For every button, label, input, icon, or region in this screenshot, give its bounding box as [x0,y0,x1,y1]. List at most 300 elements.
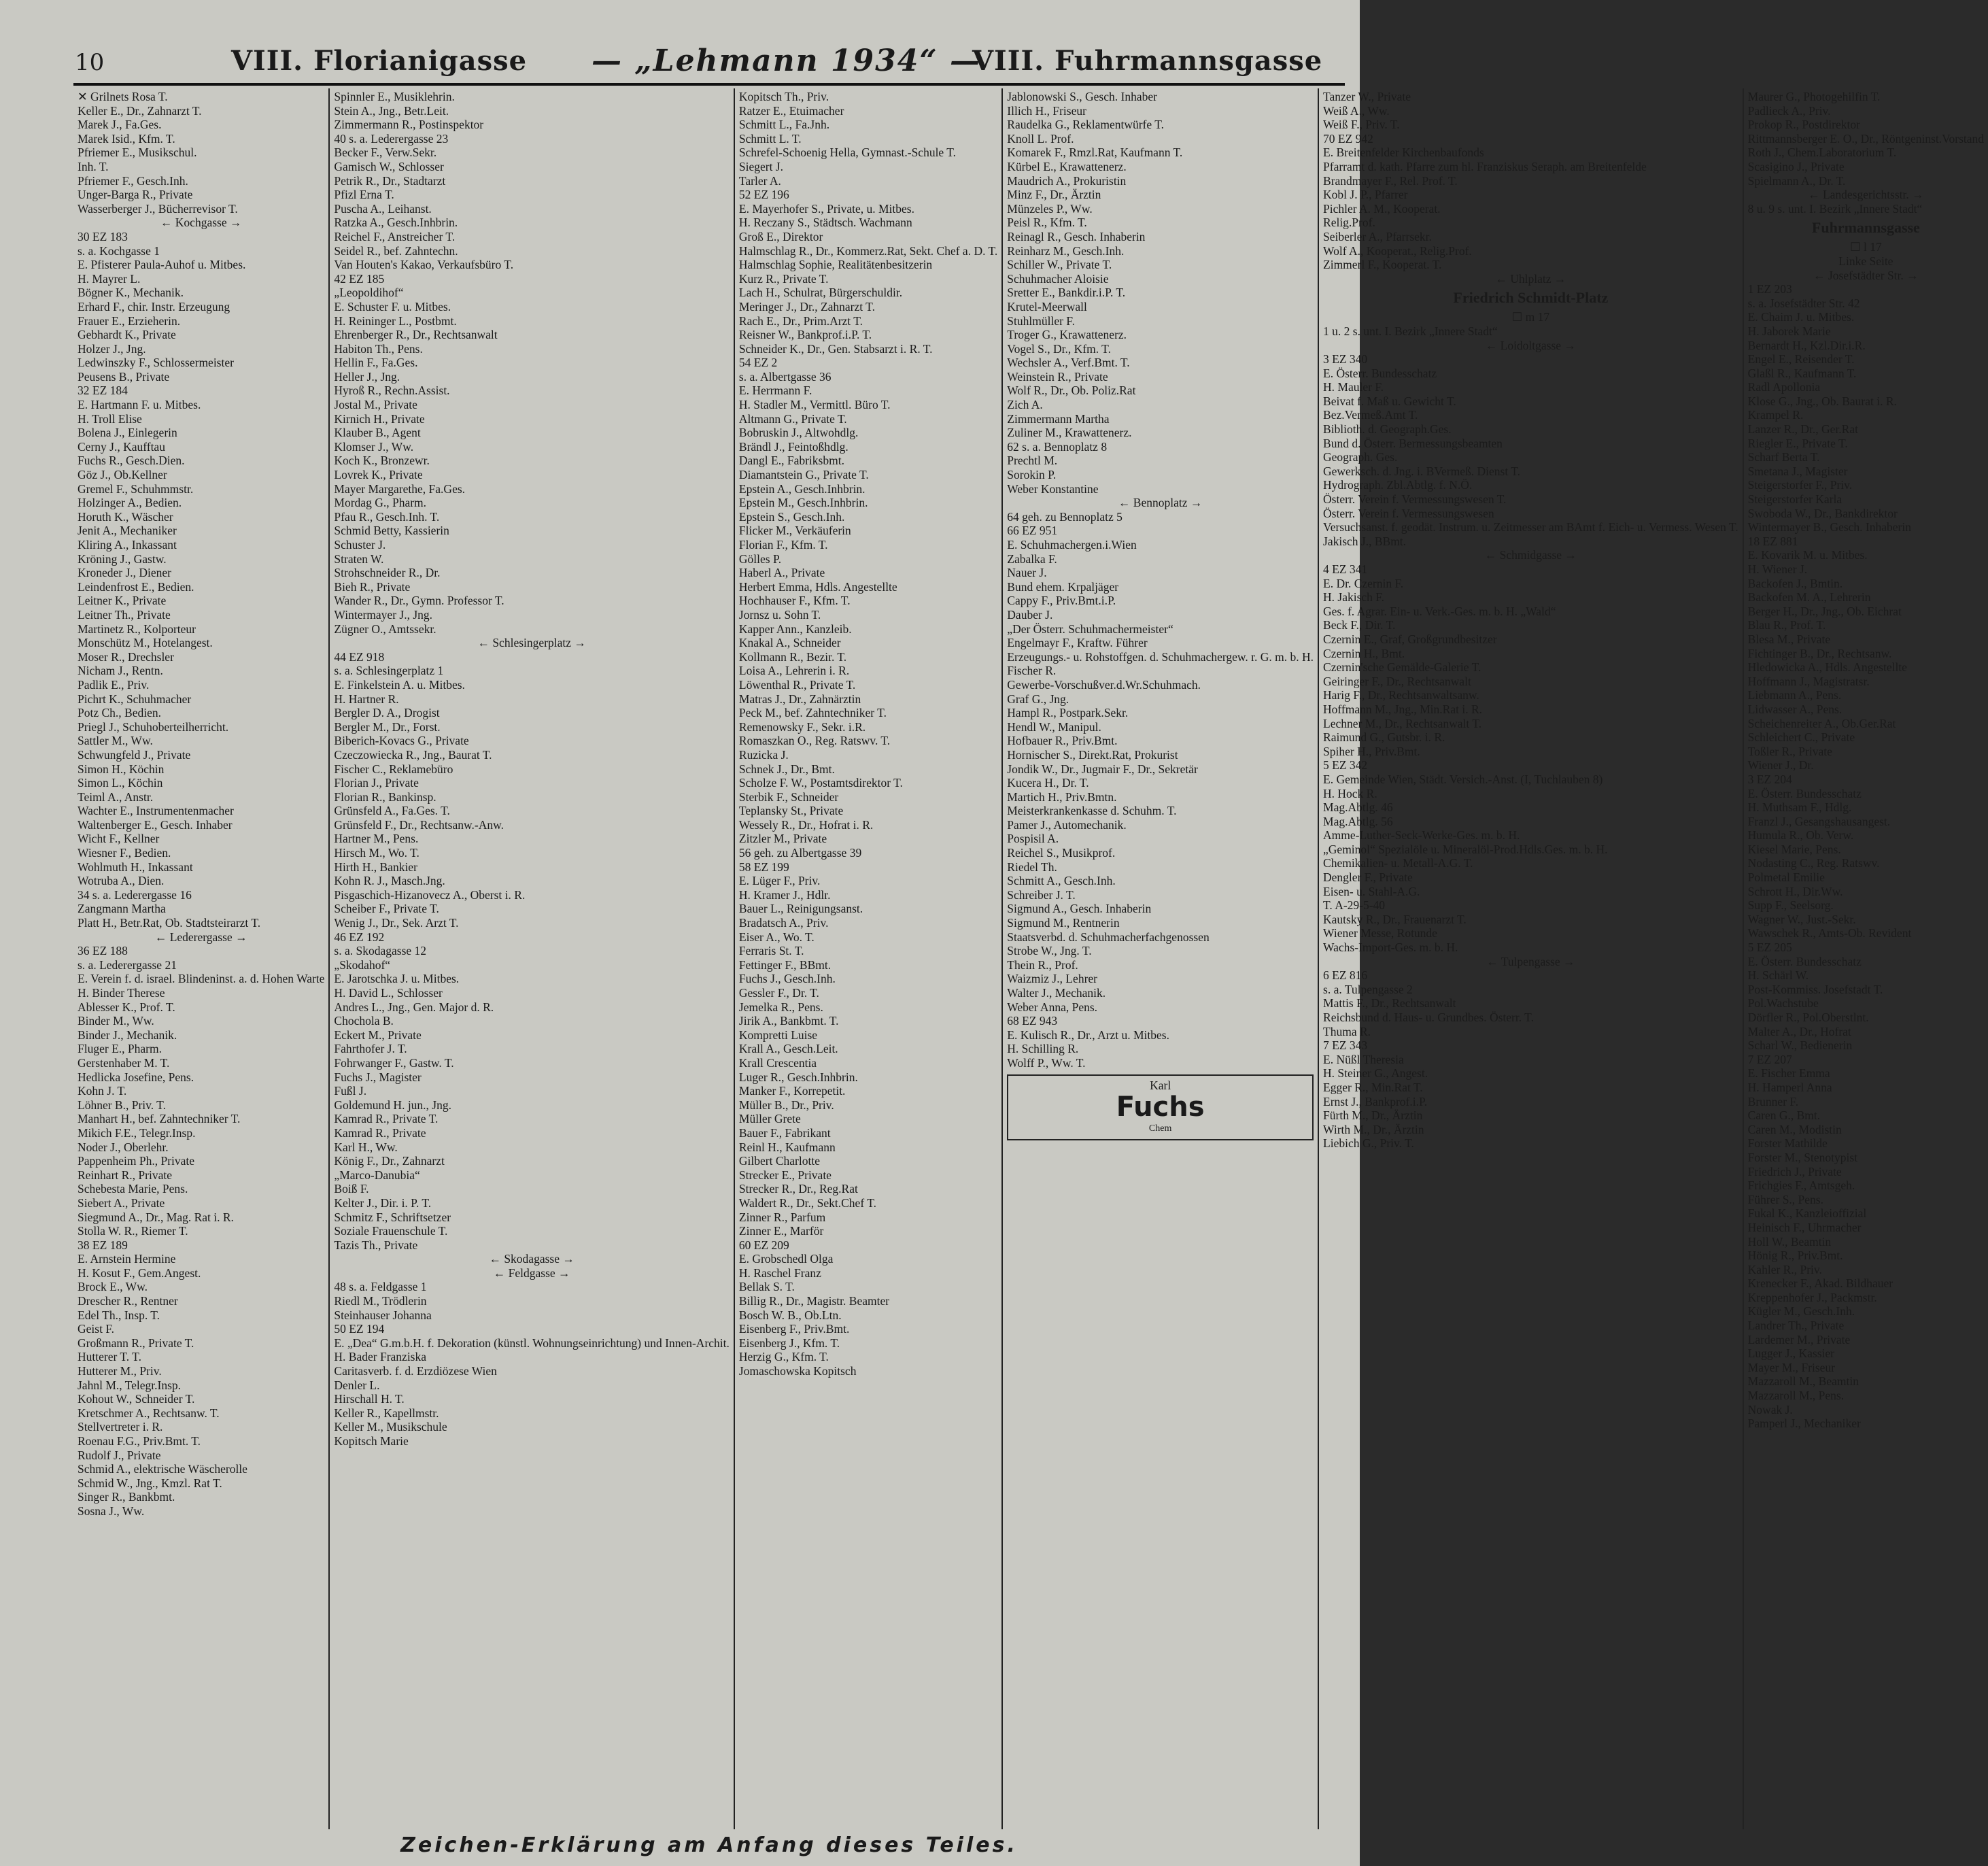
directory-line: Ferraris St. T. [738,944,804,958]
directory-line: Herbert Emma, Hdls. Angestellte [738,579,897,594]
directory-line: Österr. Verein f. Vermessungswesen T. [1323,492,1507,507]
directory-line: Erhard F., chir. Instr. Erzeugung [78,299,230,313]
directory-line: Leindenfrost E., Bedien. [78,579,194,594]
directory-line: Schneider K., Dr., Gen. Stabsarzt i. R. T. [738,341,933,356]
page-number: 10 [75,49,105,76]
directory-line: Florian J., Private [334,776,419,790]
directory-line: Bögner K., Mechanik. [78,286,184,300]
directory-line: Edel Th., Insp. T. [78,1308,160,1322]
directory-line: Ruzicka J. [738,747,789,762]
directory-line: „Geminol“ Spezialöle u. Mineralöl-Prod.Hdls.Ges. m. b. H. [1323,842,1608,856]
directory-line: Frauer E., Erzieherin. [78,313,181,328]
directory-line: Hedlicka Josefine, Pens. [78,1070,194,1084]
directory-line: E. Österr. Bundesschatz [1747,786,1862,800]
directory-line: Siebert A., Private [78,1195,165,1210]
directory-line: Padlik E., Priv. [78,677,150,692]
directory-line: Nauer J. [1007,566,1047,580]
ad-top-text: Karl [1150,1078,1171,1092]
directory-line: Stein A., Jng., Betr.Leit. [334,103,449,118]
directory-line: 36 EZ 188 [78,944,128,958]
directory-line: Reinharz M., Gesch.Inh. [1007,243,1125,258]
directory-line: Zabalka F. [1007,552,1057,566]
directory-line: Steigerstorfer F., Priv. [1747,478,1853,492]
directory-line: Post-Kommiss. Josefstadt T. [1747,982,1883,996]
directory-line: Epstein S., Gesch.Inh. [738,509,845,524]
directory-line: Diamantstein G., Private T. [738,468,869,482]
directory-line: Linke Seite [1838,254,1893,268]
directory-line: Kapper Ann., Kanzleib. [738,622,852,636]
directory-line: Pichrt K., Schuhmacher [78,692,192,706]
directory-line: H. Bader Franziska [334,1350,427,1364]
directory-line: Hutterer M., Priv. [78,1364,162,1378]
directory-line: Eisen- u. Stahl-A.G. [1323,884,1420,898]
directory-line: Holzer J., Jng. [78,341,146,356]
directory-line: Riegler E., Private T. [1747,436,1848,450]
directory-line: Knakal A., Schneider [738,636,841,650]
directory-line: Schiller W., Private T. [1007,258,1112,272]
directory-line: Großmann R., Private T. [78,1336,194,1350]
directory-line: 46 EZ 192 [334,930,385,944]
directory-line: E. Arnstein Hermine [78,1252,176,1266]
directory-line: Tanzer W., Private [1323,90,1411,103]
directory-line: Hönig R., Priv.Bmt. [1747,1249,1843,1263]
directory-line: Horuth K., Wäscher [78,509,173,524]
directory-line: Eisenberg J., Kfm. T. [738,1336,840,1350]
directory-line: Swoboda W., Dr., Bankdirektor [1747,506,1898,520]
directory-line: „Leopoldihof“ [334,286,404,300]
directory-line: H. Binder Therese [78,986,165,1000]
directory-line: Österr. Verein f. Vermessungswesen [1323,506,1494,520]
directory-line: Schuster J. [334,538,386,552]
directory-line: Jirik A., Bankbmt. T. [738,1014,839,1028]
directory-line: H. Kramer J., Hdlr. [738,887,831,902]
directory-line: Wiesner F., Bedien. [78,846,171,860]
directory-line: Friedrich J., Private [1747,1164,1842,1178]
directory-line: Scasigino J., Private [1747,159,1845,173]
directory-line: Wolf A., Kooperat., Relig.Prof. [1323,243,1472,258]
directory-line: Scharf Berta T. [1747,450,1820,464]
directory-line: Pol.Wachstube [1747,996,1819,1011]
advertisement-box [1007,1074,1314,1140]
directory-line: Sigmund A., Gesch. Inhaberin [1007,902,1152,916]
directory-line: Nodasting C., Reg. Ratswv. [1747,856,1880,870]
directory-line: Führer S., Pens. [1747,1192,1823,1206]
directory-line: 5 EZ 342 [1323,758,1368,773]
directory-line: Reinagl R., Gesch. Inhaberin [1007,229,1146,243]
directory-line: H. Raschel Franz [738,1266,821,1280]
directory-line: H. Mauler F. [1323,380,1384,394]
directory-line: Jenit A., Mechaniker [78,524,177,538]
directory-line: ← Josefstädter Str. → [1813,268,1919,282]
directory-line: E. Österr. Bundesschatz [1747,954,1862,968]
directory-line: Rach E., Dr., Prim.Arzt T. [738,313,863,328]
directory-line: Halmschlag R., Dr., Kommerz.Rat, Sekt. Chef a. D. T. [738,243,998,258]
directory-line: Mayer M., Friseur [1747,1360,1835,1374]
directory-line: Lechner M., Dr., Rechtsanwalt T. [1323,716,1482,730]
directory-line: Peisl R., Kfm. T. [1007,216,1087,230]
directory-line: Pichler A. M., Kooperat. [1323,201,1441,216]
directory-line: Hellin F., Fa.Ges. [334,356,418,370]
directory-line: Mag.Abtlg. 56 [1323,814,1393,828]
ad-name: Fuchs [1116,1091,1205,1123]
directory-line: ← Uhlplatz → [1495,271,1566,286]
header-right-title: VIII. Fuhrmannsgasse [972,45,1323,77]
directory-line: Eisenberg F., Priv.Bmt. [738,1322,850,1336]
ad-tail-text: Chem [1148,1123,1172,1134]
directory-line: Wachter E., Instrumentenmacher [78,804,234,818]
directory-line: H. Reininger L., Postbmt. [334,313,457,328]
directory-line: Czernin'sche Gemälde-Galerie T. [1323,660,1481,675]
page-header [68,42,1346,80]
directory-line: Walter J., Mechanik. [1007,986,1106,1000]
directory-line: Wasserberger J., Bücherrevisor T. [78,201,238,216]
directory-line: Kroneder J., Diener [78,566,172,580]
directory-line: Minz F., Dr., Ärztin [1007,188,1101,202]
directory-line: Halmschlag Sophie, Realitätenbesitzerin [738,258,933,272]
directory-line: Brunner F. [1747,1094,1799,1108]
directory-line: Priegl J., Schuhoberteilherricht. [78,719,229,734]
directory-line: Geist F. [78,1322,115,1336]
directory-line: Spielmann A., Dr. T. [1747,173,1846,188]
directory-line: Jakisch J., BBmt. [1323,534,1407,548]
directory-line: ✕ Grilnets Rosa T. [78,90,168,103]
directory-line: Kurz R., Private T. [738,271,829,286]
directory-line: Fuchs R., Gesch.Dien. [78,454,185,468]
directory-line: Soziale Frauenschule T. [334,1224,448,1238]
directory-line: Knoll L. Prof. [1007,131,1074,146]
directory-line: Strecker R., Dr., Reg.Rat [738,1182,858,1196]
directory-line: Kiesel Marie, Pens. [1747,842,1841,856]
directory-line: Weber Konstantine [1007,481,1099,496]
directory-line: Erzeugungs.- u. Rohstoffgen. d. Schuhmachergew. r. G. m. b. H. [1007,649,1314,664]
directory-line: Fluger E., Pharm. [78,1042,162,1056]
directory-line: Schmitz F., Schriftsetzer [334,1210,451,1224]
page-footer: Zeichen-Erklärung am Anfang dieses Teiles. [400,1833,1018,1857]
directory-line: Waizmiz J., Lehrer [1007,972,1097,986]
directory-line: Kretschmer A., Rechtsanw. T. [78,1406,220,1420]
directory-line: Rudolf J., Private [78,1448,161,1462]
directory-line: Engelmayr F., Kraftw. Führer [1007,636,1148,650]
directory-line: Hochhauser F., Kfm. T. [738,594,851,608]
directory-line: Tazis Th., Private [334,1238,418,1252]
directory-line: Schleichert C., Private [1747,730,1855,745]
header-rule [73,83,1345,86]
directory-line: Kollmann R., Bezir. T. [738,649,847,664]
directory-line: Supp F., Seelsorg. [1747,898,1834,913]
directory-line: Caritasverb. f. d. Erzdiözese Wien [334,1364,497,1378]
directory-line: Smetana J., Magister [1747,464,1848,478]
directory-line: Brändl J., Feintoßhdlg. [738,439,849,454]
directory-line: Bolena J., Einlegerin [78,426,177,440]
directory-line: Mazzaroll M., Pens. [1747,1389,1845,1403]
directory-line: Hendl W., Manipul. [1007,719,1101,734]
directory-line: Riedel Th. [1007,860,1057,874]
directory-line: Monschütz M., Hotelangest. [78,636,213,650]
directory-line: Harig F., Dr., Rechtsanwaltsanw. [1323,688,1479,702]
directory-line: Wohlmuth H., Inkassant [78,860,193,874]
directory-line: E. Fischer Emma [1747,1066,1830,1081]
directory-line: Stolla W. R., Riemer T. [78,1224,188,1238]
directory-line: Stellvertreter i. R. [78,1420,163,1434]
directory-line: Bobruskin J., Altwohdlg. [738,426,859,440]
directory-line: Radl Apollonia [1747,380,1821,394]
directory-line: E. Schuhmachergen.i.Wien [1007,538,1137,552]
directory-line: Simon L., Köchin [78,776,163,790]
directory-line: Wirth M., Dr., Ärztin [1323,1122,1424,1136]
directory-line: Peusens B., Private [78,369,170,384]
directory-line: E. Herrmann F. [738,384,812,398]
directory-line: Löhner B., Priv. T. [78,1098,166,1112]
directory-line: Kahler R., Priv. [1747,1262,1822,1276]
directory-line: Pfizl Erna T. [334,188,394,202]
directory-line: Siegert J. [738,159,784,173]
directory-line: Kamrad R., Private T. [334,1112,439,1126]
directory-line: Bernardt H., Kzl.Dir.i.R. [1747,338,1866,352]
directory-line: Altmann G., Private T. [738,411,847,426]
directory-line: Gölles P. [738,552,782,566]
directory-line: Fukal K., Kanzleioffizial [1747,1206,1867,1221]
directory-line: H. Wiener J. [1747,562,1808,576]
directory-line: 1 u. 2 s. unt. I. Bezirk „Innere Stadt“ [1323,324,1498,338]
directory-line: Dangl E., Fabriksbmt. [738,454,844,468]
directory-line: Steigerstorfer Karla [1747,492,1843,507]
directory-line: Scharl W., Bedienerin [1747,1038,1853,1053]
directory-line: Gremel F., Schuhmmstr. [78,481,194,496]
directory-line: Sorokin P. [1007,468,1057,482]
directory-line: 48 s. a. Feldgasse 1 [334,1280,427,1294]
directory-line: Gerstenhaber M. T. [78,1055,170,1070]
directory-line: Moser R., Drechsler [78,649,174,664]
directory-line: Thein R., Prof. [1007,957,1078,972]
directory-line: Vogel S., Dr., Kfm. T. [1007,341,1111,356]
directory-line: Münzeles P., Ww. [1007,201,1093,216]
directory-line: Jablonowski S., Gesch. Inhaber [1007,90,1157,103]
directory-line: Weinstein R., Private [1007,369,1108,384]
directory-line: 60 EZ 209 [738,1238,789,1252]
directory-line: Rittmannsberger E. O., Dr., Röntgeninst.Vorstand [1747,131,1985,146]
directory-line: Epstein M., Gesch.Inhbrin. [738,496,868,510]
directory-line: E. Finkelstein A. u. Mitbes. [334,677,465,692]
directory-line: Holl W., Beamtin [1747,1234,1832,1249]
directory-line: Remenowsky F., Sekr. i.R. [738,719,866,734]
directory-line: Liebich G., Priv. T. [1323,1136,1414,1151]
directory-line: Nicham J., Rentn. [78,664,163,678]
directory-line: Ablesser K., Prof. T. [78,1000,175,1014]
column-5 [1319,88,1744,1829]
directory-line: H. David L., Schlosser [334,986,443,1000]
directory-line: Kohn J. T. [78,1084,127,1098]
directory-line: Schmid Betty, Kassierin [334,524,449,538]
directory-line: Mazzaroll M., Beamtin [1747,1374,1859,1389]
directory-line: Ehrenberger R., Dr., Rechtsanwalt [334,328,498,342]
directory-line: Caren G., Bmt. [1747,1108,1821,1123]
directory-line: Caren M., Modistin [1747,1122,1842,1136]
directory-line: Unger-Barga R., Private [78,188,193,202]
directory-line: Kohout W., Schneider T. [78,1392,195,1406]
directory-line: Habiton Th., Pens. [334,341,423,356]
directory-line: Boiß F. [334,1182,369,1196]
directory-line: Kucera H., Dr. T. [1007,776,1089,790]
directory-line: Zimmerl F., Kooperat. T. [1323,258,1442,272]
directory-line: Weiß F., Priv. T. [1323,118,1400,132]
directory-line: Biblioth. d. Geograph.Ges. [1323,422,1452,437]
directory-line: Göz J., Ob.Kellner [78,468,167,482]
directory-line: ← Landesgerichtsstr. → [1808,188,1924,202]
directory-line: E. Mayerhofer S., Private, u. Mitbes. [738,201,914,216]
directory-line: Schmitt A., Gesch.Inh. [1007,874,1116,888]
directory-line: Groß E., Direktor [738,229,823,243]
directory-line: Fuhrmannsgasse [1811,219,1920,237]
directory-line: Bellak S. T. [738,1280,795,1294]
header-left-title: VIII. Florianigasse [231,45,528,77]
directory-line: Jahnl M., Telegr.Insp. [78,1378,182,1392]
directory-line: Schebesta Marie, Pens. [78,1182,188,1196]
directory-line: Jomaschowska Kopitsch [738,1364,857,1378]
directory-line: 40 s. a. Lederergasse 23 [334,131,449,146]
directory-line: Pfau R., Gesch.Inh. T. [334,509,440,524]
directory-line: Bauer F., Fabrikant [738,1125,831,1140]
directory-line: ← Kochgasse → [160,216,242,230]
directory-line: Kliring A., Inkassant [78,538,177,552]
directory-line: Komarek F., Rmzl.Rat, Kaufmann T. [1007,146,1183,160]
directory-line: Gamisch W., Schlosser [334,159,444,173]
directory-line: Seidel R., bef. Zahntechn. [334,243,458,258]
directory-line: Hutterer T. T. [78,1350,141,1364]
directory-line: Kompretti Luise [738,1028,818,1042]
directory-line: Thuma R. [1323,1024,1371,1038]
directory-line: 50 EZ 194 [334,1322,385,1336]
directory-line: ← Skodagasse → [489,1252,575,1266]
directory-line: Lovrek K., Private [334,468,423,482]
directory-line: Sosna J., Ww. [78,1504,145,1518]
directory-line: Wicht F., Kellner [78,832,160,846]
directory-line: Bund ehem. Krpaljäger [1007,579,1119,594]
directory-line: Pospisil A. [1007,832,1059,846]
directory-line: Kopitsch Th., Priv. [738,90,829,103]
directory-line: E. Dr. Czernin F. [1323,576,1404,590]
directory-line: Leitner Th., Private [78,607,171,622]
directory-line: Schmid W., Jng., Kmzl. Rat T. [78,1476,222,1490]
directory-line: E. Grobschedl Olga [738,1252,834,1266]
directory-line: Wintermayer J., Jng. [334,607,433,622]
directory-line: 18 EZ 881 [1747,534,1798,548]
directory-line: Wawschek R., Amts-Ob. Revident [1747,926,1912,940]
directory-line: Egger R., Min.Rat T. [1323,1080,1423,1094]
directory-line: Billig R., Dr., Magistr. Beamter [738,1294,890,1308]
directory-line: Sretter E., Bankdir.i.P. T. [1007,286,1126,300]
directory-line: Stuhlmüller F. [1007,313,1076,328]
directory-line: s. a. Albertgasse 36 [738,369,832,384]
directory-line: Bergler D. A., Drogist [334,706,440,720]
directory-line: Wintermayer B., Gesch. Inhaberin [1747,520,1911,535]
directory-line: E. Breitenfelder Kirchenbaufonds [1323,146,1484,160]
directory-line: Padlieck A., Priv. [1747,103,1831,118]
directory-line: Grünsfeld A., Fa.Ges. T. [334,804,450,818]
directory-line: Seiberler A., Pfarrsekr. [1323,229,1432,243]
directory-line: 54 EZ 2 [738,356,778,370]
directory-line: Liebmann A., Pens. [1747,688,1842,702]
directory-line: ← Tulpengasse → [1486,954,1575,968]
column-3 [735,88,1003,1829]
directory-line: Toßler R., Private [1747,744,1832,758]
directory-line: Jornsz u. Sohn T. [738,607,821,622]
directory-line: Relig.Prof. [1323,216,1375,230]
directory-line: Landrer Th., Private [1747,1319,1845,1333]
directory-line: Klomser J., Ww. [334,439,414,454]
directory-line: Müller Grete [738,1112,801,1126]
directory-line: Reisner W., Bankprof.i.P. T. [738,328,872,342]
directory-line: Jostal M., Private [334,398,417,412]
directory-line: Geiringer F., Dr., Rechtsanwalt [1323,674,1471,688]
directory-line: 64 geh. zu Bennoplatz 5 [1007,509,1122,524]
directory-line: Schrott H., Dir.Ww. [1747,884,1843,898]
directory-line: Illich H., Friseur [1007,103,1086,118]
directory-line: Friedrich Schmidt-Platz [1453,289,1609,307]
directory-line: 68 EZ 943 [1007,1014,1058,1028]
directory-line: Strecker E., Private [738,1168,832,1182]
directory-line: Czeczowiecka R., Jng., Baurat T. [334,747,492,762]
directory-line: Hornischer S., Direkt.Rat, Prokurist [1007,747,1178,762]
directory-line: s. a. Kochgasse 1 [78,243,160,258]
directory-line: Siegmund A., Dr., Mag. Rat i. R. [78,1210,234,1224]
directory-line: Jondik W., Dr., Jugmair F., Dr., Sekretär [1007,762,1198,776]
directory-line: Zinner E., Marför [738,1224,824,1238]
directory-line: H. Mayrer L. [78,271,141,286]
header-center-title: — „Lehmann 1934“ — [592,44,982,78]
directory-line: Schreiber J. T. [1007,887,1076,902]
directory-line: Löwenthal R., Private T. [738,677,856,692]
directory-line: E. Österr. Bundesschatz [1323,366,1437,380]
directory-line: ← Schmidgasse → [1484,548,1577,562]
directory-line: Lanzer R., Dr., Ger.Rat [1747,422,1858,437]
directory-line: Zuliner M., Krawattenerz. [1007,426,1132,440]
directory-line: s. a. Josefstädter Str. 42 [1747,296,1860,310]
directory-line: Lardemer M., Private [1747,1332,1851,1346]
directory-line: Bauer L., Reinigungsanst. [738,902,863,916]
directory-line: Drescher R., Rentner [78,1294,178,1308]
directory-line: 34 s. a. Lederergasse 16 [78,887,192,902]
directory-line: H. Kosut F., Gem.Angest. [78,1266,201,1280]
directory-line: Kobl J. P., Pfarrer [1323,188,1408,202]
directory-line: E. Kulisch R., Dr., Arzt u. Mitbes. [1007,1028,1169,1042]
directory-line: Polmetal Emilie [1747,870,1825,885]
directory-line: 38 EZ 189 [78,1238,128,1252]
directory-line: 42 EZ 185 [334,271,385,286]
directory-line: H. Schilling R. [1007,1042,1079,1056]
directory-line: Gewerbe-Vorschußver.d.Wr.Schuhmach. [1007,677,1201,692]
directory-line: Hampl R., Postpark.Sekr. [1007,706,1129,720]
directory-line: H. Muthsam F., Hdlg. [1747,800,1852,815]
directory-line: Fettinger F., BBmt. [738,957,832,972]
directory-line: Reinhart R., Private [78,1168,173,1182]
directory-line: Czernin E., Graf, Großgrundbesitzer [1323,632,1497,646]
directory-line: Schnek J., Dr., Bmt. [738,762,835,776]
directory-line: Strobe W., Jng. T. [1007,944,1092,958]
directory-line: E. Lüger F., Priv. [738,874,821,888]
directory-line: Mattis F., Dr., Rechtsanwalt [1323,996,1456,1011]
directory-line: Wenig J., Dr., Sek. Arzt T. [334,916,459,930]
directory-line: Spinnler E., Musiklehrin. [334,90,455,103]
directory-line: Hofbauer R., Priv.Bmt. [1007,734,1118,748]
directory-line: Pfarramt d. kath. Pfarre zum hl. Franziskus Seraph. am Breitenfelde [1323,159,1647,173]
directory-line: Puscha A., Leihanst. [334,201,432,216]
directory-line: E. Kovarik M. u. Mitbes. [1747,548,1868,562]
directory-line: Amme-Luther-Seck-Werke-Ges. m. b. H. [1323,828,1520,843]
directory-line: Fahrthofer J. T. [334,1042,407,1056]
directory-line: Kautsky R., Dr., Frauenarzt T. [1323,912,1467,926]
directory-line: H. Troll Elise [78,411,142,426]
directory-line: Riedl M., Trödlerin [334,1294,427,1308]
